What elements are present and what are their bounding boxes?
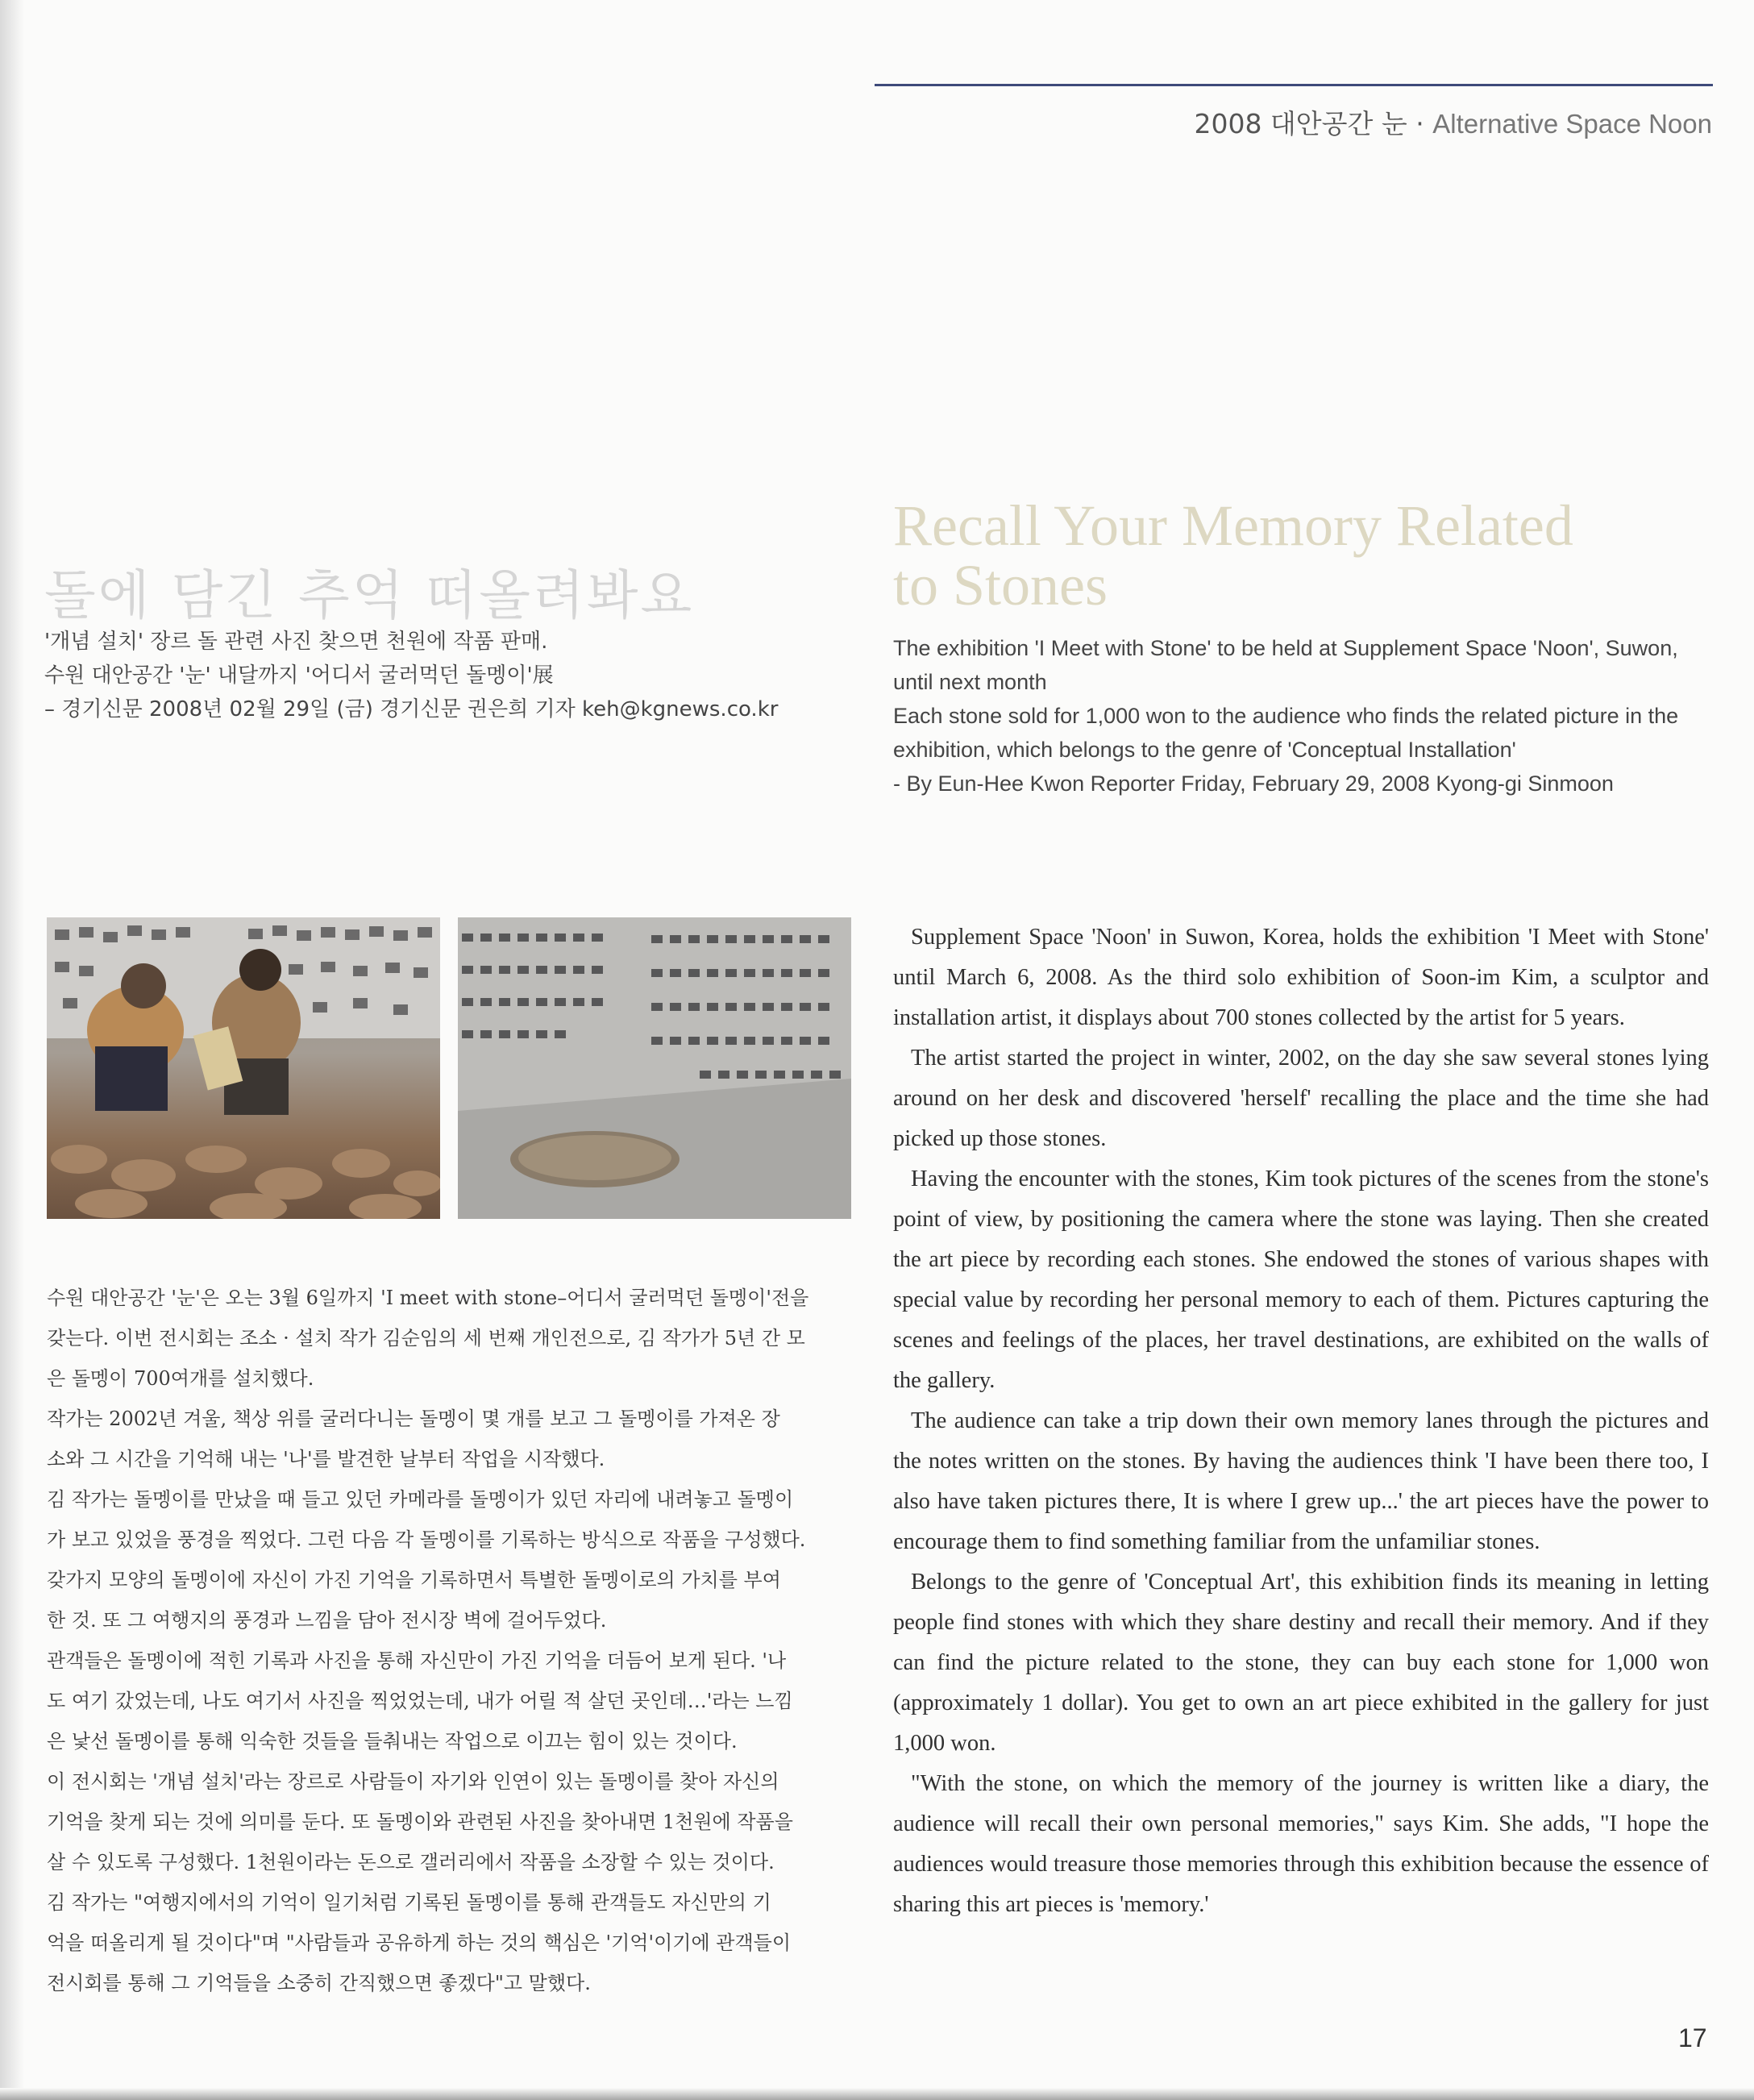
korean-body-line: 김 작가는 돌멩이를 만났을 때 들고 있던 카메라를 돌멩이가 있던 자리에 내려놓고 돌멩이: [47, 1488, 794, 1511]
english-subtitle-line: exhibition, which belongs to the genre of 'Conceptual Installation': [893, 738, 1516, 762]
korean-subtitle: [44, 625, 818, 726]
korean-body-line: 전시회를 통해 그 기억들을 소중히 간직했으면 좋겠다"고 말했다.: [47, 1972, 591, 1994]
header-rule: [875, 84, 1713, 86]
korean-body-line: 이 전시회는 '개념 설치'라는 장르로 사람들이 자기와 인연이 있는 돌멩이를 찾아 자신의: [47, 1770, 779, 1793]
korean-subtitle-line: 수원 대안공간 '눈' 내달까지 '어디서 굴러먹던 돌멩이'展: [44, 663, 554, 688]
english-paragraph: Belongs to the genre of 'Conceptual Art', this exhibition finds its meaning in letting people find stones with which they share destiny and recall their memory. And if they can find the picture related to the stone, they can buy each stone for 1,000 won (approximately 1 dollar). You get to own an art piece exhibited in the gallery for just 1,000 won.: [893, 1570, 1709, 1756]
korean-body-line: 소와 그 시간을 기억해 내는 '나'를 발견한 날부터 작업을 시작했다.: [47, 1448, 605, 1470]
english-paragraph: "With the stone, on which the memory of the journey is written like a diary, the audience will recall their own personal memories," says Kim. She adds, "I hope the audiences would treasure those memories through this exhibition because the essence of sharing this art pieces is 'memory.': [893, 1771, 1709, 1917]
korean-body-line: 은 돌멩이 700여개를 설치했다.: [47, 1367, 314, 1390]
korean-body-line: 한 것. 또 그 여행지의 풍경과 느낌을 담아 전시장 벽에 걸어두었다.: [47, 1609, 607, 1632]
english-article-body: [893, 917, 1709, 1925]
korean-headline: 돌에 담긴 추억 떠올려봐요: [44, 564, 695, 626]
korean-subtitle-line: – 경기신문 2008년 02월 29일 (금) 경기신문 권은희 기자 keh@kgnews.co.kr: [44, 697, 779, 721]
english-subtitle: [893, 631, 1723, 800]
page-gutter-shadow: [0, 0, 24, 2100]
korean-body-line: 은 낯선 돌멩이를 통해 익숙한 것들을 들춰내는 작업으로 이끄는 힘이 있는 것이다.: [47, 1730, 738, 1753]
korean-body-line: 작가는 2002년 겨울, 책상 위를 굴러다니는 돌멩이 몇 개를 보고 그 돌멩이를 가져온 장: [47, 1408, 780, 1430]
english-headline: [893, 493, 1731, 618]
korean-body-line: 도 여기 갔었는데, 나도 여기서 사진을 찍었었는데, 내가 어릴 적 살던 곳인데…'라는 느낌: [47, 1690, 793, 1712]
english-subtitle-line: until next month: [893, 670, 1047, 694]
english-paragraph: The artist started the project in winter, 2002, on the day she saw several stones lying around on her desk and discovered 'herself' recalling the place and the time she had picked up those stones.: [893, 1046, 1709, 1151]
scan-bottom-edge: [0, 2088, 1754, 2100]
korean-article-body: [47, 1278, 853, 2003]
running-header: [1194, 103, 1712, 141]
korean-body-line: 갖는다. 이번 전시회는 조소 · 설치 작가 김순임의 세 번째 개인전으로, 김 작가가 5년 간 모: [47, 1327, 805, 1349]
korean-body-line: 기억을 찾게 되는 것에 의미를 둔다. 또 돌멩이와 관련된 사진을 찾아내면 1천원에 작품을: [47, 1811, 793, 1833]
exhibition-photo-gallery: [458, 917, 851, 1219]
english-subtitle-line: Each stone sold for 1,000 won to the audience who finds the related picture in the: [893, 704, 1679, 728]
korean-body-line: 억을 떠올리게 될 것이다"며 "사람들과 공유하게 하는 것의 핵심은 '기억'이기에 관객들이: [47, 1932, 791, 1954]
exhibition-photo-visitors: [47, 917, 440, 1219]
english-subtitle-line: The exhibition 'I Meet with Stone' to be held at Supplement Space 'Noon', Suwon,: [893, 636, 1678, 660]
english-headline-line-2: to Stones: [893, 553, 1108, 618]
english-paragraph: Having the encounter with the stones, Kim took pictures of the scenes from the stone's point of view, by positioning the camera where the stone was laying. Then she created the art piece by recording each stones. She endowed the stones of various shapes with special value by recording her personal memory to each of them. Pictures capturing the scenes and feelings of the places, her travel destinations, are exhibited on the walls of the gallery.: [893, 1166, 1709, 1393]
english-headline-line-1: Recall Your Memory Related: [893, 493, 1573, 558]
header-english: Alternative Space Noon: [1432, 109, 1712, 139]
korean-body-line: 살 수 있도록 구성했다. 1천원이라는 돈으로 갤러리에서 작품을 소장할 수 있는 것이다.: [47, 1851, 775, 1873]
english-subtitle-line: - By Eun-Hee Kwon Reporter Friday, February 29, 2008 Kyong-gi Sinmoon: [893, 771, 1614, 796]
english-paragraph: Supplement Space 'Noon' in Suwon, Korea, holds the exhibition 'I Meet with Stone' until March 6, 2008. As the third solo exhibition of Soon-im Kim, a sculptor and installation artist, it displays about 700 stones collected by the artist for 5 years.: [893, 925, 1709, 1030]
page-number: 17: [1678, 2023, 1707, 2052]
korean-body-line: 갖가지 모양의 돌멩이에 자신이 가진 기억을 기록하면서 특별한 돌멩이로의 가치를 부여: [47, 1569, 781, 1591]
korean-body-line: 가 보고 있었을 풍경을 찍었다. 그런 다음 각 돌멩이를 기록하는 방식으로 작품을 구성했다.: [47, 1528, 806, 1551]
korean-subtitle-line: '개념 설치' 장르 돌 관련 사진 찾으면 천원에 작품 판매.: [44, 630, 548, 654]
korean-body-line: 수원 대안공간 '눈'은 오는 3월 6일까지 'I meet with stone–어디서 굴러먹던 돌멩이'전을: [47, 1287, 809, 1309]
korean-body-line: 관객들은 돌멩이에 적힌 기록과 사진을 통해 자신만이 가진 기억을 더듬어 보게 된다. '나: [47, 1649, 787, 1672]
header-korean: 2008 대안공간 눈 ·: [1194, 108, 1433, 139]
korean-body-line: 김 작가는 "여행지에서의 기억이 일기처럼 기록된 돌멩이를 통해 관객들도 자신만의 기: [47, 1891, 771, 1914]
english-paragraph: The audience can take a trip down their own memory lanes through the pictures and the notes written on the stones. By having the audiences think 'I have been there too, I also have taken pictures there, It is where I grew up...' the art pieces have the power to encourage them to find something familiar from the unfamiliar stones.: [893, 1408, 1709, 1554]
